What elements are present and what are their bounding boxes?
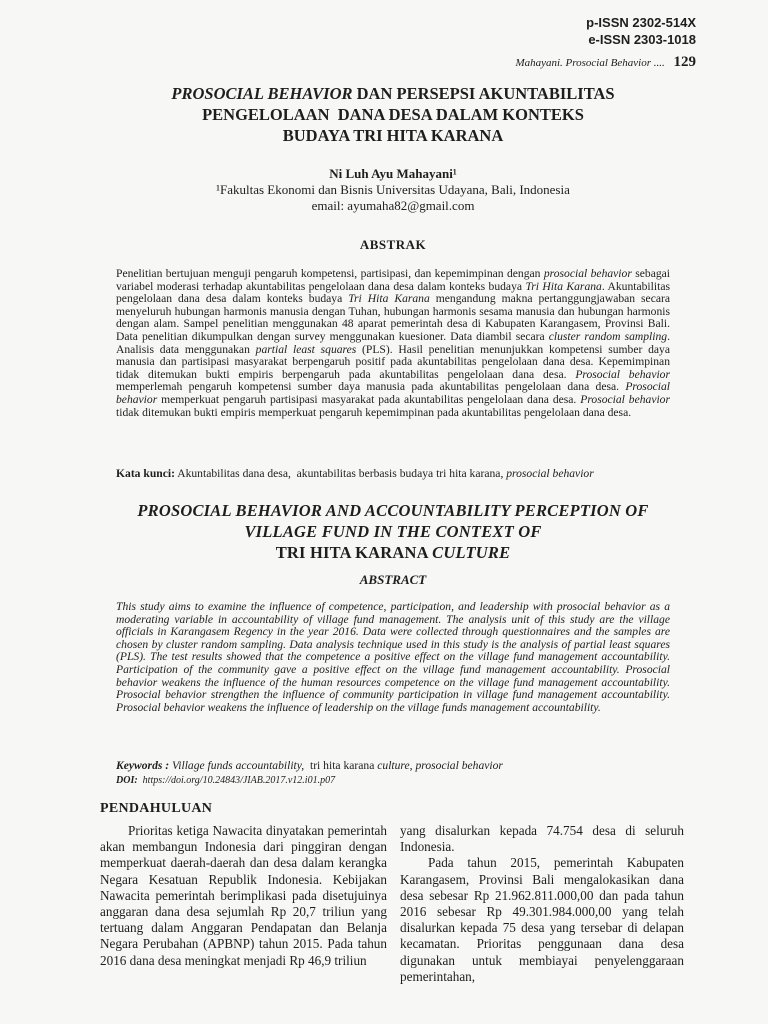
author-email: email: ayumaha82@gmail.com — [311, 198, 475, 213]
page-number: 129 — [673, 54, 696, 70]
keywords-label: Keywords : — [116, 759, 170, 772]
title-line2: PENGELOLAAN DANA DESA DALAM KONTEKS — [202, 105, 584, 124]
right-column — [400, 823, 684, 985]
kata-kunci-label: Kata kunci: — [116, 467, 175, 480]
section-heading: PENDAHULUAN — [100, 801, 213, 816]
doi-label: DOI: — [116, 775, 138, 786]
intro-paragraph-1: Prioritas ketiga Nawacita dinyatakan pemerintah akan membangun Indonesia dari pinggiran dengan memperkuat daerah-daerah dan desa dalam kerangka Negara Kesatuan Republik Indonesia. Kebijakan Nawacita pemerintah berimplikasi pada disetujuinya anggaran dana desa sejumlah Rp 20,7 triliun yang tertuang dalam Anggaran Pendapatan dan Belanja Negara Perubahan (APBNP) tahun 2015. Pada tahun 2016 dana desa meningkat menjadi Rp 46,9 triliun — [100, 823, 387, 968]
p-issn: p-ISSN 2302-514X — [586, 15, 696, 30]
intro-paragraph-2: Pada tahun 2015, pemerintah Kabupaten Karangasem, Provinsi Bali mengalokasikan dana desa sebesar Rp 21.962.811.000,00 dan pada tahun 2016 sebesar Rp 49.301.984.000,00 yang telah disalurkan kepada 75 desa yang tersebar di delapan kecamatan. Prioritas penggunaan dana desa digunakan untuk membiayai penyelenggaraan pemerintahan, — [400, 855, 684, 984]
en-title-line2: VILLAGE FUND IN THE CONTEXT OF — [244, 522, 542, 541]
doi-link[interactable]: https://doi.org/10.24843/JIAB.2017.v12.i01.p07 — [137, 775, 336, 786]
en-title-line3: TRI HITA KARANA — [275, 543, 433, 562]
abstract-heading: ABSTRACT — [359, 572, 427, 587]
abstrak-heading: ABSTRAK — [359, 237, 427, 252]
kata-kunci: Kata kunci: Akuntabilitas dana desa, akuntabilitas berbasis budaya tri hita karana, prosocial behavior — [116, 467, 594, 480]
title-line1-rest: DAN PERSEPSI AKUNTABILITAS — [352, 84, 615, 103]
en-title-line1: PROSOCIAL BEHAVIOR AND ACCOUNTABILITY PERCEPTION OF — [137, 501, 649, 520]
running-header — [515, 54, 696, 71]
english-title — [100, 500, 686, 563]
abstrak-paragraph: Penelitian bertujuan menguji pengaruh kompetensi, partisipasi, dan kepemimpinan dengan prosocial behavior sebagai variabel moderasi terhadap akuntabilitas pengelolaan dana desa dalam konteks budaya Tri Hita Karana. Akuntabilitas pengelolaan dana desa dalam konteks budaya Tri Hita Karana mengandung makna pertanggungjawaban secara menyeluruh hubungan harmonis manusia dengan Tuhan, hubungan harmonis sesama manusia dan hubungan harmonis dengan alam. Sampel penelitian menggunakan 48 aparat pemerintah desa di Kabupaten Karangasem, Provinsi Bali. Data penelitian dikumpulkan dengan survey menggunakan kuesioner. Data diambil secara cluster random sampling. Analisis data menggunakan partial least squares (PLS). Hasil penelitian menunjukkan kompetensi sumber daya manusia dan partisipasi masyarakat berpengaruh positif pada akuntabilitas pengelolaan dana desa. Kepemimpinan tidak ditemukan bukti empiris berpengaruh pada akuntabilitas pengelolaan dana desa. Prosocial behavior memperlemah pengaruh kompetensi sumber daya manusia pada akuntabilitas pengelolaan dana desa. Prosocial behavior memperkuat pengaruh partisipasi masyarakat pada akuntabilitas pengelolaan dana desa. Prosocial behavior tidak ditemukan bukti empiris memperkuat pengaruh kepemimpinan pada akuntabilitas pengelolaan dana desa. — [116, 267, 671, 419]
title-line3: BUDAYA TRI HITA KARANA — [282, 126, 504, 145]
running-head-text: Mahayani. Prosocial Behavior .... — [515, 57, 665, 69]
abstract-paragraph: This study aims to examine the influence of competence, participation, and leadership with prosocial behavior as a moderating variable in accountability of village fund management. The analysis unit of this study are the village officials in Karangasem Regency in the year 2016. Data were collected through questionnaires and the samples are chosen by cluster random sampling. Data analysis technique used in this study is the analysis of partial least squares (PLS). The test results showed that the competence a positive effect on the village fund management accountability. Participation of the community gave a positive effect on the village fund management accountability. Prosocial behavior weakens the influence of the human resources competence on the village fund management accountability. Prosocial behavior strengthen the influence of community participation in village fund management accountability. Prosocial behavior weakens the influence of leadership on the village funds management accountability. — [116, 600, 670, 714]
doi — [116, 775, 335, 786]
left-column — [100, 823, 387, 969]
intro-paragraph-continued: yang disalurkan kepada 74.754 desa di seluruh Indonesia. — [400, 823, 684, 855]
author-affiliation: ¹Fakultas Ekonomi dan Bisnis Universitas Udayana, Bali, Indonesia — [216, 182, 570, 197]
title-italic-part: PROSOCIAL BEHAVIOR — [171, 84, 353, 103]
e-issn: e-ISSN 2303-1018 — [588, 32, 696, 47]
author-name: Ni Luh Ayu Mahayani¹ — [329, 166, 457, 181]
indonesian-title — [100, 83, 686, 146]
en-title-culture: CULTURE — [432, 543, 511, 562]
keywords: Keywords : Village funds accountability, tri hita karana culture, prosocial behavior — [116, 759, 503, 772]
